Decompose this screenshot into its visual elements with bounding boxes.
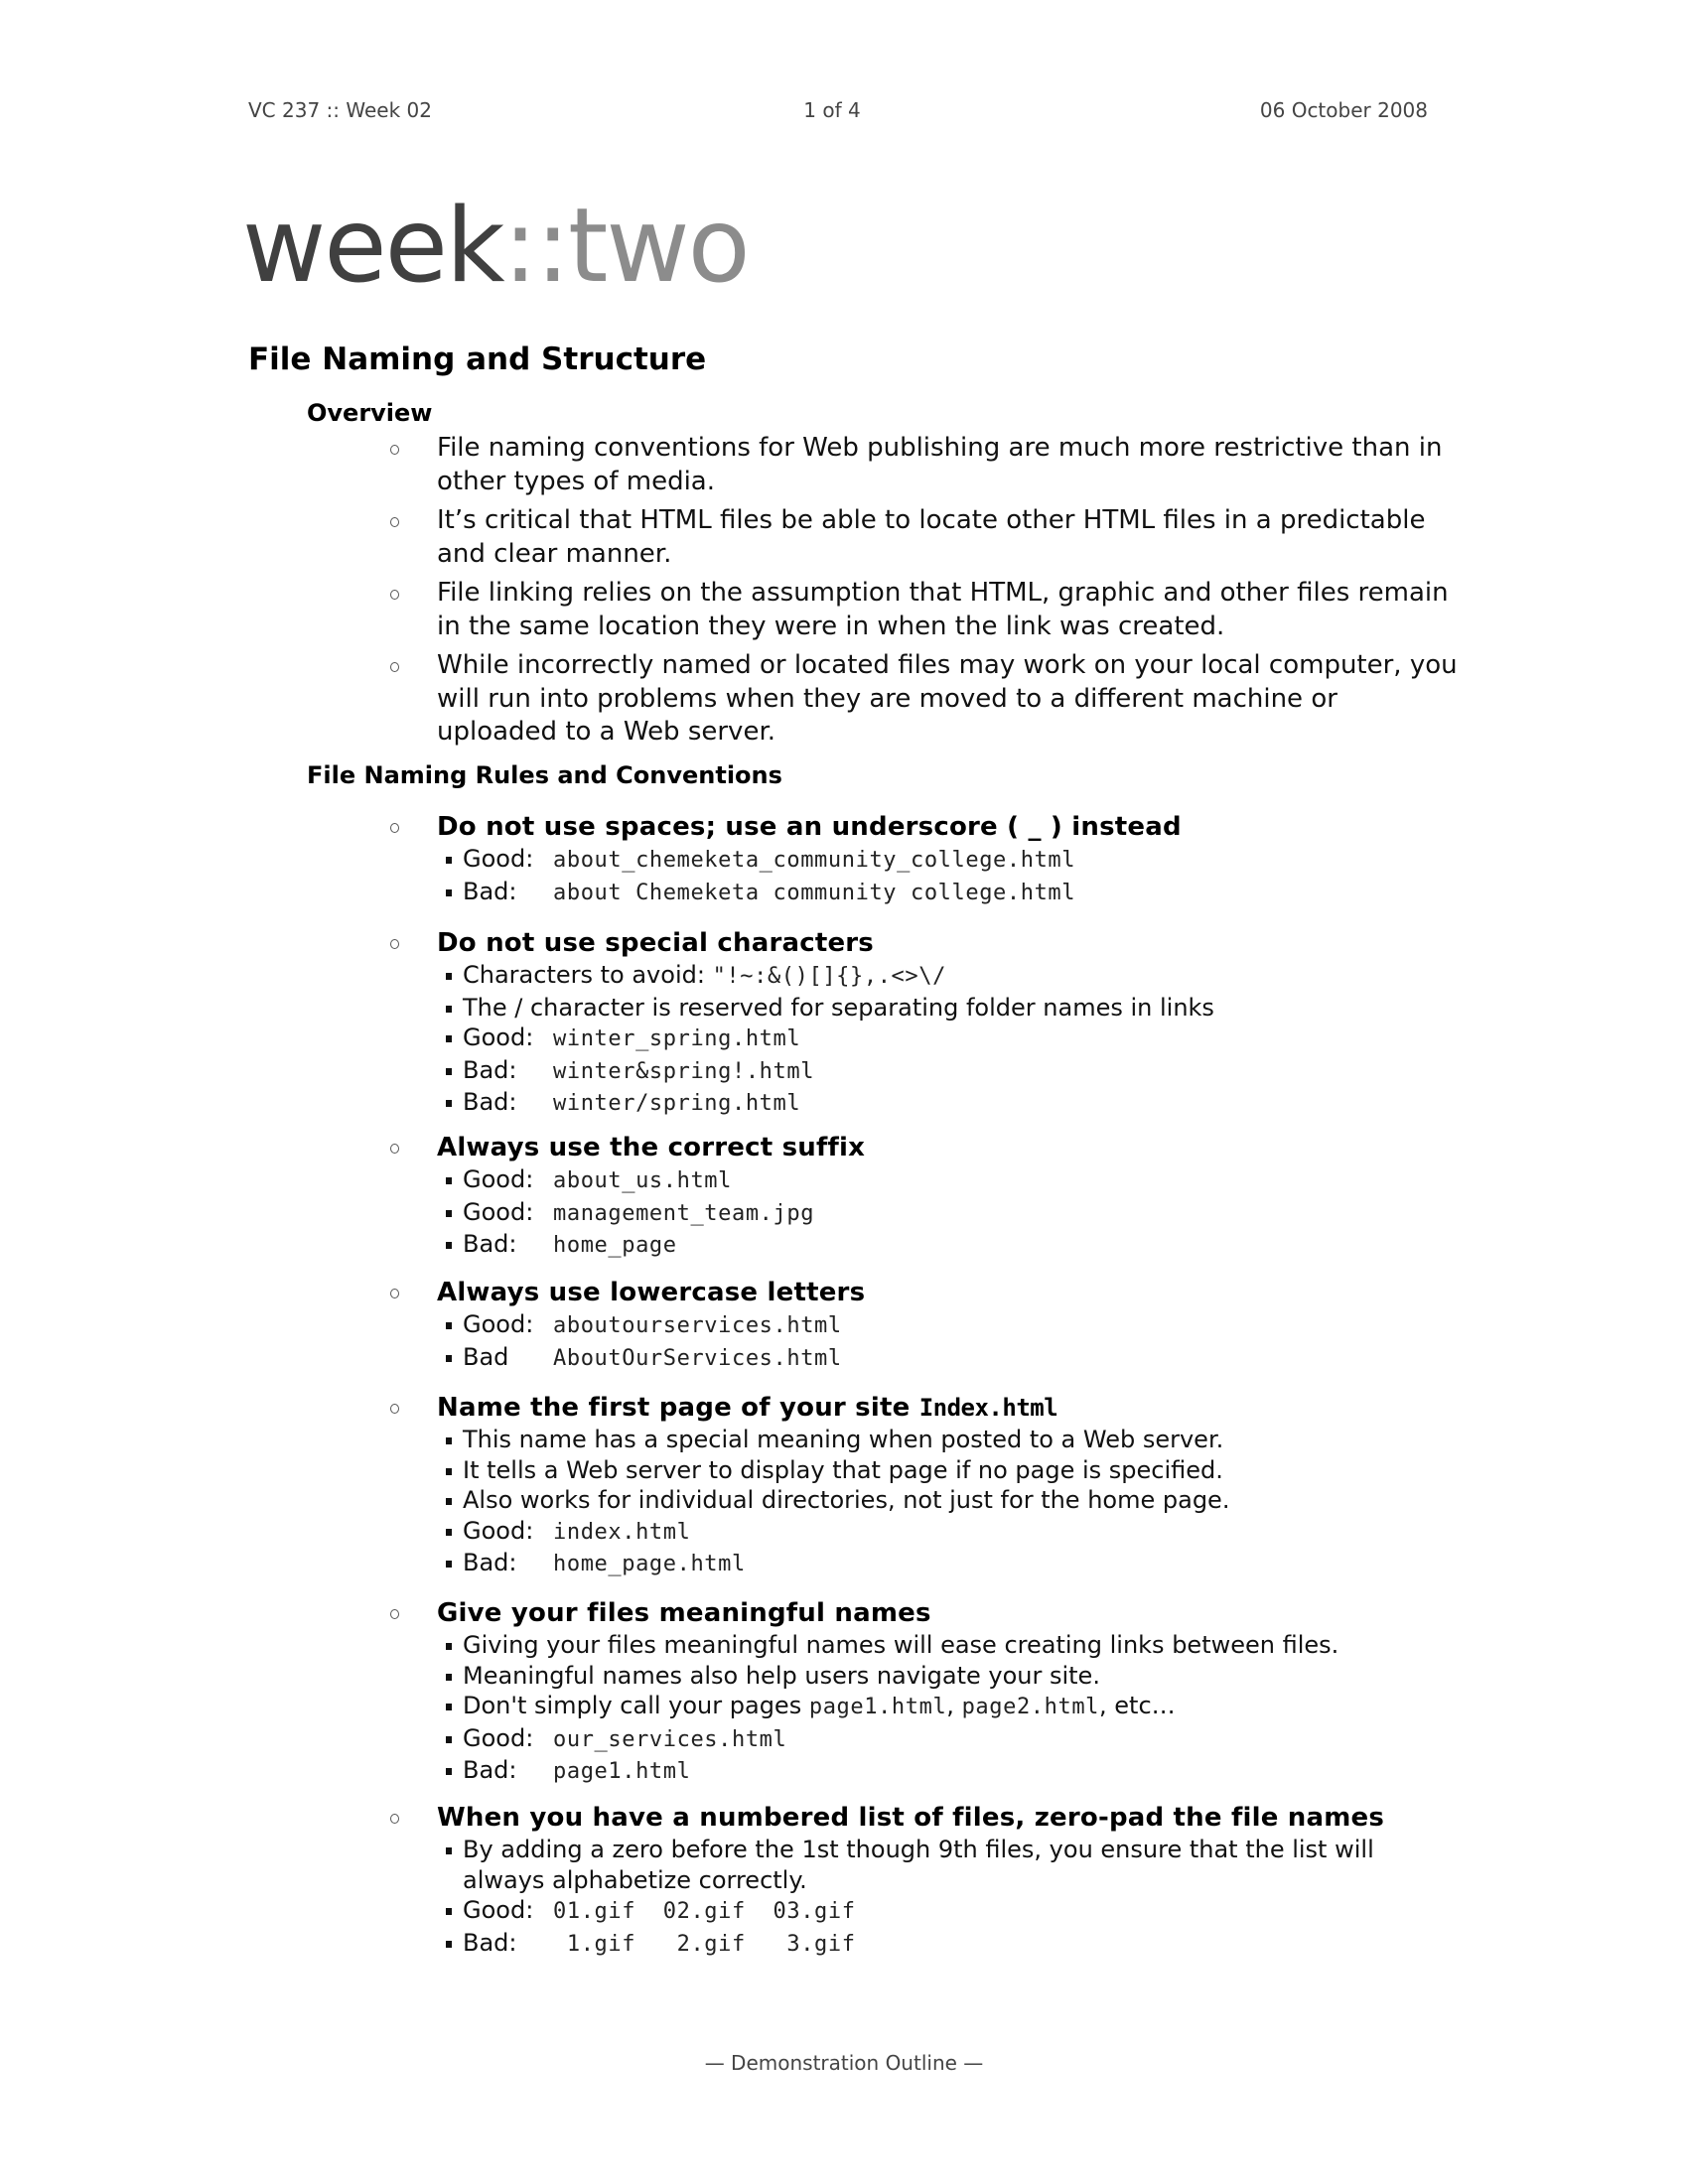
section-title: File Naming and Structure bbox=[248, 341, 707, 377]
characters-to-avoid: Characters to avoid: "!~:&()[]{},.<>\/ bbox=[390, 960, 1482, 993]
square-bullet-icon bbox=[446, 1736, 452, 1743]
example-good: Good: our_services.html bbox=[390, 1723, 1482, 1756]
page-header bbox=[248, 98, 1428, 128]
circle-bullet-icon bbox=[390, 1144, 399, 1154]
note: Don't simply call your pages page1.html, page2.html, etc… bbox=[390, 1691, 1482, 1723]
rule-no-spaces bbox=[390, 810, 1482, 908]
page-number: 1 of 4 bbox=[803, 98, 861, 122]
overview-list bbox=[390, 432, 1463, 755]
square-bullet-icon bbox=[446, 1674, 452, 1681]
rules-heading: File Naming Rules and Conventions bbox=[307, 761, 782, 789]
title-two: ::two bbox=[502, 187, 749, 306]
square-bullet-icon bbox=[446, 1529, 452, 1536]
example-good: Good: about_us.html bbox=[390, 1164, 1482, 1197]
circle-bullet-icon bbox=[390, 1814, 399, 1824]
circle-bullet-icon bbox=[390, 939, 399, 949]
circle-bullet-icon bbox=[390, 1404, 399, 1414]
square-bullet-icon bbox=[446, 1847, 452, 1854]
rule-no-special-characters bbox=[390, 926, 1482, 1120]
page-title bbox=[242, 187, 749, 306]
circle-bullet-icon bbox=[390, 517, 399, 527]
square-bullet-icon bbox=[446, 1177, 452, 1184]
circle-bullet-icon bbox=[390, 1289, 399, 1298]
rule-title: Always use the correct suffix bbox=[390, 1131, 1482, 1164]
rule-title: Do not use special characters bbox=[390, 926, 1482, 960]
circle-bullet-icon bbox=[390, 445, 399, 455]
page-footer: — Demonstration Outline — bbox=[704, 2051, 984, 2075]
rule-title: Always use lowercase letters bbox=[390, 1276, 1482, 1309]
example-bad: Bad AboutOurServices.html bbox=[390, 1342, 1482, 1375]
overview-item: File naming conventions for Web publishing are much more restrictive than in other types of media. bbox=[390, 432, 1463, 498]
square-bullet-icon bbox=[446, 1643, 452, 1650]
note: The / character is reserved for separating folder names in links bbox=[390, 993, 1482, 1024]
circle-bullet-icon bbox=[390, 662, 399, 672]
square-bullet-icon bbox=[446, 1355, 452, 1362]
note: Also works for individual directories, not just for the home page. bbox=[390, 1485, 1482, 1516]
document-date: 06 October 2008 bbox=[1259, 98, 1428, 122]
square-bullet-icon bbox=[446, 1242, 452, 1249]
example-bad: Bad: 1.gif 2.gif 3.gif bbox=[390, 1928, 1482, 1961]
rule-index-page bbox=[390, 1391, 1482, 1580]
note: This name has a special meaning when posted to a Web server. bbox=[390, 1425, 1482, 1455]
example-bad: Bad: page1.html bbox=[390, 1755, 1482, 1788]
square-bullet-icon bbox=[446, 973, 452, 980]
example-bad: Bad: home_page.html bbox=[390, 1548, 1482, 1580]
square-bullet-icon bbox=[446, 1210, 452, 1217]
example-bad: Bad: about Chemeketa community college.html bbox=[390, 877, 1482, 909]
circle-bullet-icon bbox=[390, 823, 399, 833]
circle-bullet-icon bbox=[390, 590, 399, 600]
note: By adding a zero before the 1st though 9th files, you ensure that the list will always alphabetize correctly. bbox=[390, 1835, 1456, 1895]
square-bullet-icon bbox=[446, 1100, 452, 1107]
square-bullet-icon bbox=[446, 1468, 452, 1475]
square-bullet-icon bbox=[446, 857, 452, 864]
square-bullet-icon bbox=[446, 889, 452, 896]
square-bullet-icon bbox=[446, 1908, 452, 1915]
square-bullet-icon bbox=[446, 1941, 452, 1948]
example-good: Good: management_team.jpg bbox=[390, 1197, 1482, 1230]
overview-item: It’s critical that HTML files be able to locate other HTML files in a predictable and clear manner. bbox=[390, 504, 1463, 571]
example-bad: Bad: winter/spring.html bbox=[390, 1087, 1482, 1120]
rule-title: Name the first page of your site Index.html bbox=[390, 1391, 1482, 1425]
square-bullet-icon bbox=[446, 1322, 452, 1329]
example-bad: Bad: home_page bbox=[390, 1229, 1482, 1262]
example-good: Good: 01.gif 02.gif 03.gif bbox=[390, 1895, 1482, 1928]
overview-item: While incorrectly named or located files may work on your local computer, you will run into problems when they are moved to a different machine or uploaded to a Web server. bbox=[390, 649, 1463, 750]
note: Meaningful names also help users navigate your site. bbox=[390, 1661, 1482, 1692]
square-bullet-icon bbox=[446, 1006, 452, 1013]
course-label: VC 237 :: Week 02 bbox=[248, 98, 432, 122]
example-good: Good: winter_spring.html bbox=[390, 1023, 1482, 1055]
square-bullet-icon bbox=[446, 1704, 452, 1710]
example-good: Good: index.html bbox=[390, 1516, 1482, 1549]
rule-meaningful-names bbox=[390, 1596, 1482, 1788]
rule-title: When you have a numbered list of files, zero-pad the file names bbox=[390, 1801, 1482, 1835]
rule-title: Do not use spaces; use an underscore ( _ ) instead bbox=[390, 810, 1482, 844]
rule-correct-suffix bbox=[390, 1131, 1482, 1262]
square-bullet-icon bbox=[446, 1068, 452, 1075]
square-bullet-icon bbox=[446, 1437, 452, 1444]
example-good: Good: about_chemeketa_community_college.html bbox=[390, 844, 1482, 877]
overview-heading: Overview bbox=[307, 399, 433, 427]
square-bullet-icon bbox=[446, 1768, 452, 1775]
square-bullet-icon bbox=[446, 1035, 452, 1042]
square-bullet-icon bbox=[446, 1498, 452, 1505]
rule-lowercase bbox=[390, 1276, 1482, 1374]
circle-bullet-icon bbox=[390, 1609, 399, 1619]
title-week: week bbox=[242, 187, 503, 306]
overview-item: File linking relies on the assumption that HTML, graphic and other files remain in the same location they were in when the link was created. bbox=[390, 577, 1463, 643]
rule-zero-pad bbox=[390, 1801, 1482, 1960]
square-bullet-icon bbox=[446, 1561, 452, 1568]
example-good: Good: aboutourservices.html bbox=[390, 1309, 1482, 1342]
example-bad: Bad: winter&spring!.html bbox=[390, 1055, 1482, 1088]
rule-title: Give your files meaningful names bbox=[390, 1596, 1482, 1630]
note: Giving your files meaningful names will ease creating links between files. bbox=[390, 1630, 1482, 1661]
note: It tells a Web server to display that page if no page is specified. bbox=[390, 1455, 1482, 1486]
